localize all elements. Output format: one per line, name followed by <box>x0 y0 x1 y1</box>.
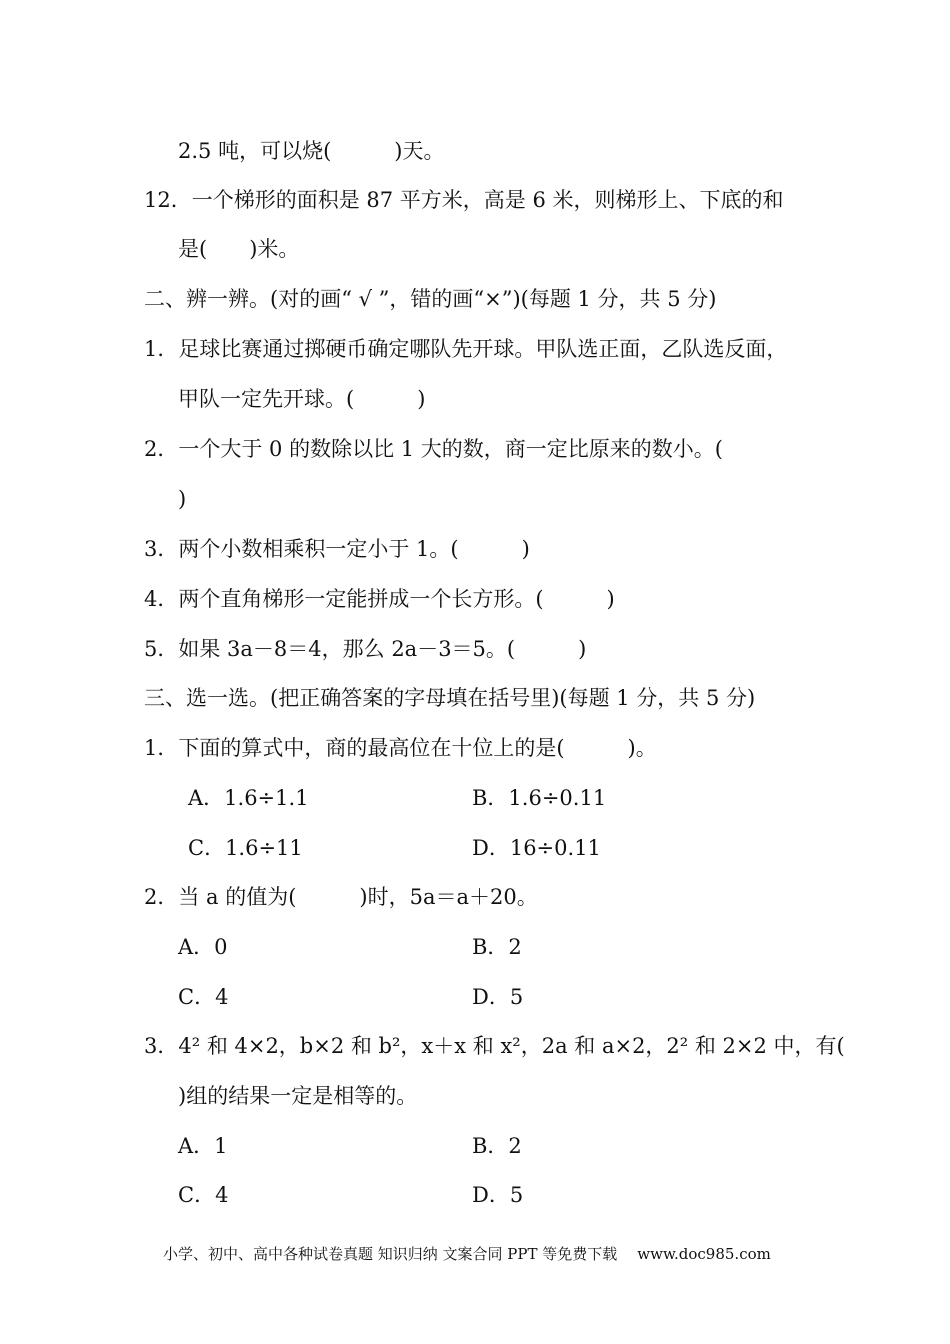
option-a: A．1 <box>178 1134 228 1158</box>
footer-text: 小学、初中、高中各种试卷真题 知识归纳 文案合同 PPT 等免费下载 <box>163 1245 618 1263</box>
choice-question-2: 2．当 a 的值为( )时，5a＝a＋20。 <box>144 885 538 909</box>
option-d: D．5 <box>472 985 524 1009</box>
judge-question-1: 1．足球比赛通过掷硬币确定哪队先开球。甲队选正面，乙队选反面， <box>144 337 788 361</box>
text-line: 2.5 吨，可以烧( )天。 <box>178 139 445 163</box>
section-heading-2: 二、辨一辨。(对的画“ √ ”，错的画“×”)(每题 1 分，共 5 分) <box>144 287 717 311</box>
option-c: C．1.6÷11 <box>188 836 303 860</box>
choice-question-1: 1．下面的算式中，商的最高位在十位上的是( )。 <box>144 736 657 760</box>
option-d: D．16÷0.11 <box>472 836 601 860</box>
judge-question-5: 5．如果 3a－8＝4，那么 2a－3＝5。( ) <box>144 637 587 661</box>
judge-question-2: 2．一个大于 0 的数除以比 1 大的数，商一定比原来的数小。( <box>144 437 723 461</box>
option-c: C．4 <box>178 985 229 1009</box>
judge-question-4: 4．两个直角梯形一定能拼成一个长方形。( ) <box>144 587 615 611</box>
option-b: B．1.6÷0.11 <box>472 786 607 810</box>
section-heading-3: 三、选一选。(把正确答案的字母填在括号里)(每题 1 分，共 5 分) <box>144 686 756 710</box>
option-b: B．2 <box>472 935 522 959</box>
judge-question-3: 3．两个小数相乘积一定小于 1。( ) <box>144 537 530 561</box>
option-b: B．2 <box>472 1134 522 1158</box>
question-12: 12．一个梯形的面积是 87 平方米，高是 6 米，则梯形上、下底的和 <box>144 188 784 212</box>
text-line: )组的结果一定是相等的。 <box>178 1084 418 1108</box>
footer-site-link[interactable]: www.doc985.com <box>637 1245 771 1263</box>
option-a: A．0 <box>178 935 228 959</box>
text-line: 甲队一定先开球。( ) <box>178 387 426 411</box>
text-line: 是( )米。 <box>178 237 300 261</box>
option-c: C．4 <box>178 1183 229 1207</box>
option-d: D．5 <box>472 1183 524 1207</box>
text-line: ) <box>178 487 187 511</box>
page-footer <box>163 1244 771 1264</box>
choice-question-3: 3．4² 和 4×2，b×2 和 b²，x＋x 和 x²，2a 和 a×2，2² 和 2×2 中，有( <box>144 1034 845 1058</box>
option-a: A．1.6÷1.1 <box>188 786 309 810</box>
